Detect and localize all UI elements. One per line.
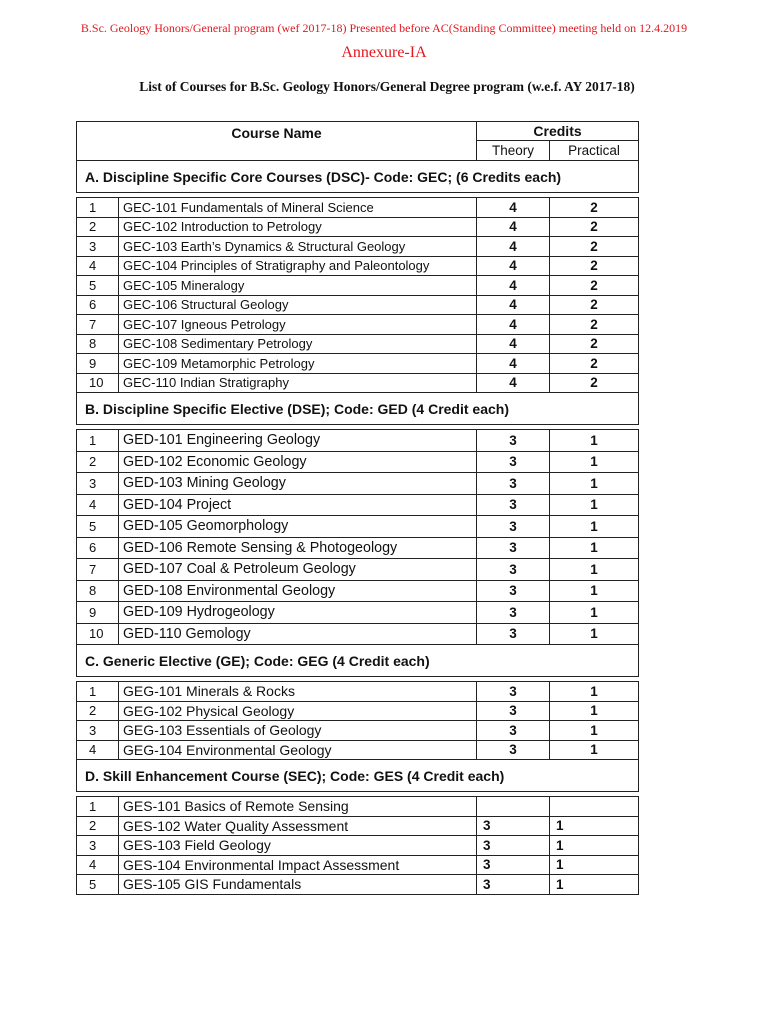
section-heading-row — [77, 645, 639, 677]
row-number: 3 — [77, 473, 119, 495]
theory-credits: 4 — [477, 334, 550, 354]
practical-credits: 2 — [550, 237, 639, 257]
row-number: 8 — [77, 334, 119, 354]
column-header-theory: Theory — [477, 141, 550, 161]
theory-credits: 3 — [477, 451, 550, 473]
theory-credits — [477, 797, 550, 817]
course-name: GEC-110 Indian Stratigraphy — [119, 373, 477, 393]
table-row — [77, 875, 639, 895]
theory-credits: 3 — [477, 855, 550, 875]
row-number: 1 — [77, 198, 119, 218]
row-number: 4 — [77, 855, 119, 875]
course-name: GED-106 Remote Sensing & Photogeology — [119, 537, 477, 559]
course-name: GES-101 Basics of Remote Sensing — [119, 797, 477, 817]
row-number: 5 — [77, 516, 119, 538]
table-row — [77, 559, 639, 581]
course-name: GES-104 Environmental Impact Assessment — [119, 855, 477, 875]
table-row — [77, 682, 639, 702]
row-number: 5 — [77, 875, 119, 895]
course-name: GEG-103 Essentials of Geology — [119, 721, 477, 741]
practical-credits: 1 — [550, 494, 639, 516]
section-heading: D. Skill Enhancement Course (SEC); Code: GES (4 Credit each) — [77, 760, 639, 792]
table-row — [77, 237, 639, 257]
section-heading-row — [77, 760, 639, 792]
practical-credits: 1 — [550, 855, 639, 875]
row-number: 5 — [77, 276, 119, 296]
courses-table — [76, 121, 639, 895]
row-number: 6 — [77, 537, 119, 559]
theory-credits: 4 — [477, 295, 550, 315]
practical-credits: 2 — [550, 373, 639, 393]
table-header-row — [77, 122, 639, 141]
theory-credits: 3 — [477, 473, 550, 495]
table-row — [77, 256, 639, 276]
practical-credits: 1 — [550, 516, 639, 538]
theory-credits: 4 — [477, 276, 550, 296]
theory-credits: 3 — [477, 740, 550, 760]
row-number: 7 — [77, 315, 119, 335]
section-heading: A. Discipline Specific Core Courses (DSC)- Code: GEC; (6 Credits each) — [77, 161, 639, 193]
course-name: GED-110 Gemology — [119, 623, 477, 645]
table-row — [77, 797, 639, 817]
column-header-course-name: Course Name — [77, 122, 477, 161]
theory-credits: 4 — [477, 217, 550, 237]
practical-credits: 1 — [550, 623, 639, 645]
row-number: 1 — [77, 797, 119, 817]
row-number: 8 — [77, 580, 119, 602]
theory-credits: 4 — [477, 315, 550, 335]
row-number: 2 — [77, 816, 119, 836]
table-row — [77, 816, 639, 836]
theory-credits: 3 — [477, 602, 550, 624]
row-number: 3 — [77, 836, 119, 856]
table-row — [77, 516, 639, 538]
theory-credits: 3 — [477, 430, 550, 452]
row-number: 2 — [77, 451, 119, 473]
row-number: 4 — [77, 494, 119, 516]
practical-credits: 2 — [550, 198, 639, 218]
table-row — [77, 276, 639, 296]
course-name: GEC-104 Principles of Stratigraphy and Paleontology — [119, 256, 477, 276]
column-header-practical: Practical — [550, 141, 639, 161]
table-row — [77, 430, 639, 452]
practical-credits: 1 — [550, 701, 639, 721]
course-name: GED-105 Geomorphology — [119, 516, 477, 538]
course-name: GED-102 Economic Geology — [119, 451, 477, 473]
table-row — [77, 580, 639, 602]
theory-credits: 3 — [477, 682, 550, 702]
table-row — [77, 701, 639, 721]
course-name: GES-105 GIS Fundamentals — [119, 875, 477, 895]
table-row — [77, 494, 639, 516]
course-name: GED-107 Coal & Petroleum Geology — [119, 559, 477, 581]
practical-credits: 1 — [550, 473, 639, 495]
theory-credits: 3 — [477, 559, 550, 581]
row-number: 2 — [77, 217, 119, 237]
theory-credits: 4 — [477, 354, 550, 374]
section-heading-row — [77, 161, 639, 193]
annexure-label: Annexure-IA — [341, 44, 427, 61]
theory-credits: 4 — [477, 198, 550, 218]
practical-credits: 1 — [550, 451, 639, 473]
course-name: GED-103 Mining Geology — [119, 473, 477, 495]
section-heading: C. Generic Elective (GE); Code: GEG (4 Credit each) — [77, 645, 639, 677]
practical-credits: 1 — [550, 430, 639, 452]
table-row — [77, 537, 639, 559]
practical-credits: 2 — [550, 276, 639, 296]
table-row — [77, 473, 639, 495]
row-number: 10 — [77, 373, 119, 393]
practical-credits: 1 — [550, 875, 639, 895]
course-name: GES-102 Water Quality Assessment — [119, 816, 477, 836]
practical-credits: 1 — [550, 682, 639, 702]
practical-credits: 2 — [550, 295, 639, 315]
practical-credits — [550, 797, 639, 817]
theory-credits: 3 — [477, 580, 550, 602]
theory-credits: 4 — [477, 373, 550, 393]
practical-credits: 1 — [550, 816, 639, 836]
practical-credits: 1 — [550, 580, 639, 602]
practical-credits: 2 — [550, 256, 639, 276]
row-number: 1 — [77, 430, 119, 452]
row-number: 9 — [77, 354, 119, 374]
course-name: GED-109 Hydrogeology — [119, 602, 477, 624]
row-number: 9 — [77, 602, 119, 624]
table-row — [77, 373, 639, 393]
table-row — [77, 602, 639, 624]
practical-credits: 1 — [550, 740, 639, 760]
table-row — [77, 855, 639, 875]
row-number: 4 — [77, 256, 119, 276]
practical-credits: 1 — [550, 602, 639, 624]
row-number: 10 — [77, 623, 119, 645]
row-number: 2 — [77, 701, 119, 721]
table-row — [77, 740, 639, 760]
course-name: GEC-105 Mineralogy — [119, 276, 477, 296]
theory-credits: 3 — [477, 701, 550, 721]
theory-credits: 3 — [477, 816, 550, 836]
practical-credits: 1 — [550, 537, 639, 559]
table-row — [77, 623, 639, 645]
table-row — [77, 721, 639, 741]
row-number: 3 — [77, 237, 119, 257]
course-name: GEC-109 Metamorphic Petrology — [119, 354, 477, 374]
header-note: B.Sc. Geology Honors/General program (wef 2017-18) Presented before AC(Standing Committee) meeting held on 12.4.2019 — [80, 21, 688, 35]
practical-credits: 2 — [550, 354, 639, 374]
table-row — [77, 334, 639, 354]
table-row — [77, 315, 639, 335]
row-number: 6 — [77, 295, 119, 315]
theory-credits: 3 — [477, 494, 550, 516]
course-name: GED-101 Engineering Geology — [119, 430, 477, 452]
row-number: 1 — [77, 682, 119, 702]
practical-credits: 1 — [550, 559, 639, 581]
theory-credits: 3 — [477, 516, 550, 538]
section-heading-row — [77, 393, 639, 425]
table-row — [77, 198, 639, 218]
course-name: GEC-106 Structural Geology — [119, 295, 477, 315]
practical-credits: 1 — [550, 721, 639, 741]
row-number: 4 — [77, 740, 119, 760]
theory-credits: 3 — [477, 875, 550, 895]
practical-credits: 2 — [550, 315, 639, 335]
practical-credits: 2 — [550, 217, 639, 237]
course-name: GEG-101 Minerals & Rocks — [119, 682, 477, 702]
column-header-credits: Credits — [477, 122, 639, 141]
course-name: GEG-104 Environmental Geology — [119, 740, 477, 760]
theory-credits: 3 — [477, 537, 550, 559]
course-name: GEC-101 Fundamentals of Mineral Science — [119, 198, 477, 218]
document-title: List of Courses for B.Sc. Geology Honors/General Degree program (w.e.f. AY 2017-18) — [139, 79, 635, 94]
theory-credits: 4 — [477, 237, 550, 257]
theory-credits: 3 — [477, 836, 550, 856]
course-name: GEC-107 Igneous Petrology — [119, 315, 477, 335]
theory-credits: 4 — [477, 256, 550, 276]
row-number: 3 — [77, 721, 119, 741]
practical-credits: 1 — [550, 836, 639, 856]
table-row — [77, 451, 639, 473]
course-name: GED-104 Project — [119, 494, 477, 516]
theory-credits: 3 — [477, 721, 550, 741]
course-name: GED-108 Environmental Geology — [119, 580, 477, 602]
table-row — [77, 354, 639, 374]
row-number: 7 — [77, 559, 119, 581]
table-row — [77, 295, 639, 315]
practical-credits: 2 — [550, 334, 639, 354]
course-name: GES-103 Field Geology — [119, 836, 477, 856]
course-name: GEC-102 Introduction to Petrology — [119, 217, 477, 237]
course-name: GEG-102 Physical Geology — [119, 701, 477, 721]
theory-credits: 3 — [477, 623, 550, 645]
table-row — [77, 217, 639, 237]
table-row — [77, 836, 639, 856]
course-name: GEC-103 Earth’s Dynamics & Structural Geology — [119, 237, 477, 257]
section-heading: B. Discipline Specific Elective (DSE); Code: GED (4 Credit each) — [77, 393, 639, 425]
course-name: GEC-108 Sedimentary Petrology — [119, 334, 477, 354]
